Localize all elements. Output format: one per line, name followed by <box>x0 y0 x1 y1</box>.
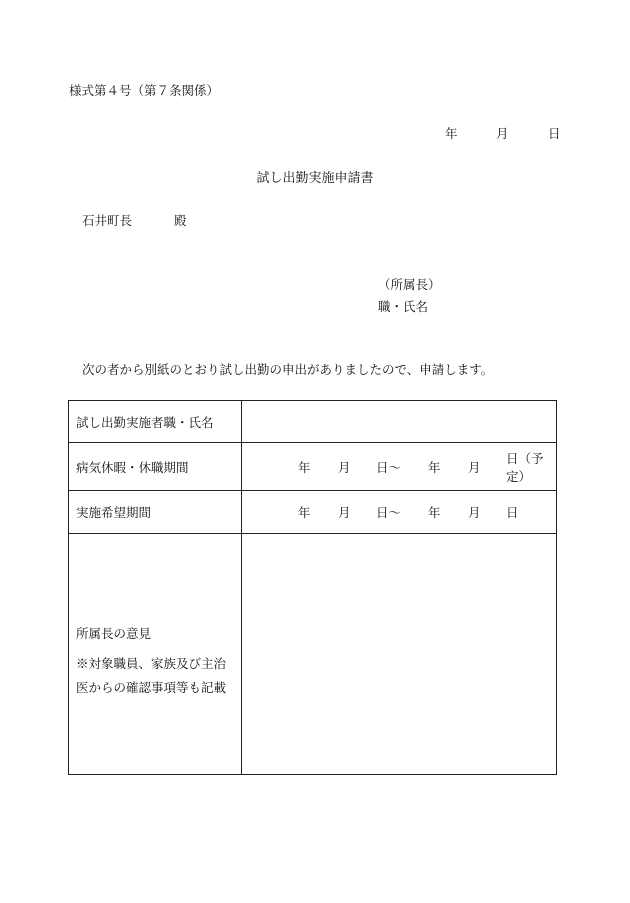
date-year-label: 年 <box>445 126 458 141</box>
participant-name-field[interactable] <box>242 401 557 443</box>
table-row <box>69 401 557 443</box>
row-label-opinion <box>69 534 242 775</box>
table-row <box>69 443 557 491</box>
date-day-label: 日 <box>548 126 561 141</box>
body-text: 次の者から別紙のとおり試し出勤の申出がありましたので、申請します。 <box>82 362 494 377</box>
addressee-name: 石井町長 <box>82 213 133 228</box>
addressee <box>82 211 187 229</box>
leave-to-year: 年 <box>428 459 441 475</box>
opinion-label: 所属長の意見 <box>76 626 152 641</box>
table-row <box>69 491 557 534</box>
opinion-note: ※対象職員、家族及び主治医からの確認事項等も記載 <box>76 656 227 695</box>
desired-period-field[interactable] <box>242 491 557 534</box>
leave-to-month: 月 <box>468 459 481 475</box>
row-label-participant: 試し出勤実施者職・氏名 <box>69 401 242 443</box>
table-row <box>69 534 557 775</box>
document-title: 試し出勤実施申請書 <box>256 171 374 186</box>
applicant-name-label: 職・氏名 <box>378 299 429 314</box>
leave-from-month: 月 <box>338 459 351 475</box>
row-label-leave-period: 病気休暇・休職期間 <box>69 443 242 491</box>
leave-from-year: 年 <box>298 459 311 475</box>
desired-from-month: 月 <box>338 505 351 520</box>
desired-to-year: 年 <box>428 505 441 520</box>
desired-to-month: 月 <box>468 505 481 520</box>
desired-to-day: 日 <box>506 505 519 520</box>
desired-from-day: 日～ <box>376 505 402 520</box>
leave-period-field[interactable] <box>242 443 557 491</box>
form-number: 様式第４号（第７条関係） <box>69 83 220 98</box>
leave-to-day: 日（予定） <box>506 450 544 484</box>
opinion-field[interactable] <box>242 534 557 775</box>
date-month-label: 月 <box>496 126 509 141</box>
row-label-desired-period: 実施希望期間 <box>69 491 242 534</box>
applicant-role: （所属長） <box>378 277 441 292</box>
desired-from-year: 年 <box>298 505 311 520</box>
application-table <box>68 400 557 775</box>
leave-from-day: 日～ <box>376 459 402 475</box>
addressee-honorific: 殿 <box>174 213 187 228</box>
